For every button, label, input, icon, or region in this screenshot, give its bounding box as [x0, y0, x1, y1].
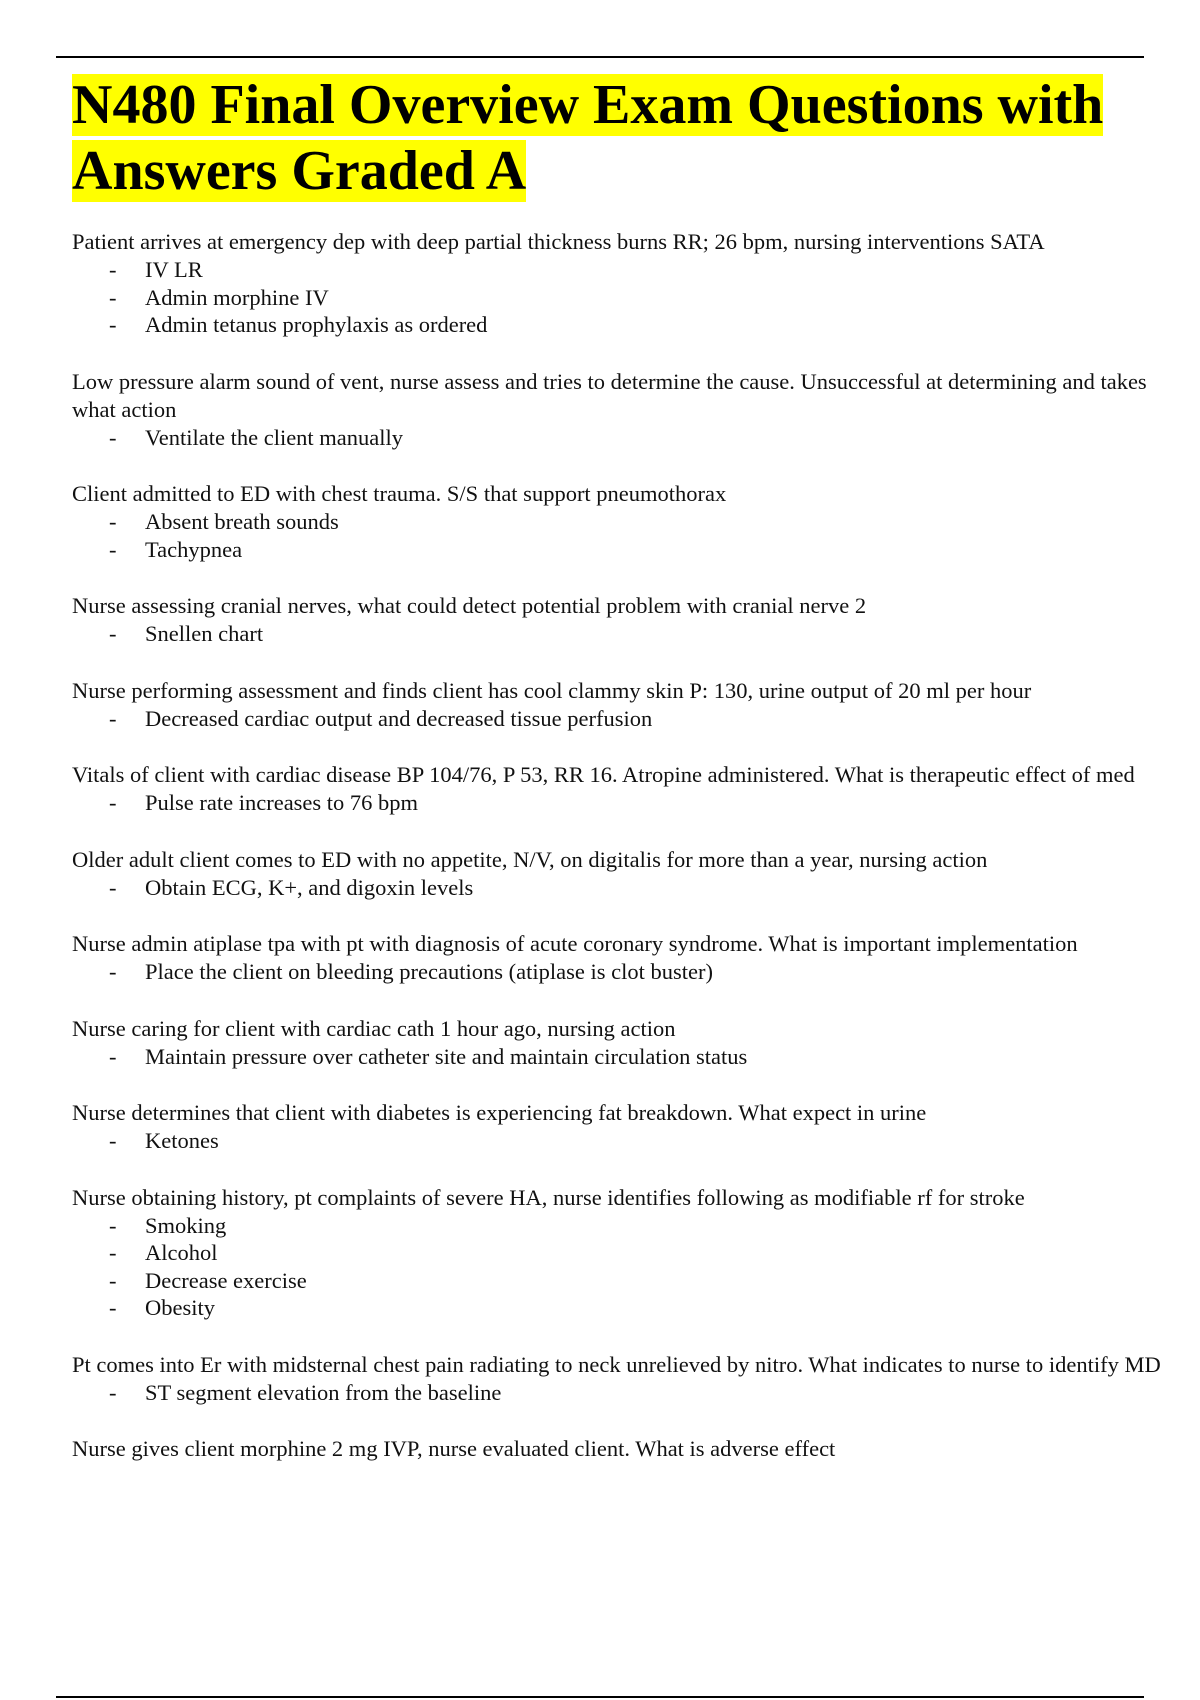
- answer-text: Ventilate the client manually: [145, 424, 404, 450]
- question-block: [72, 592, 1162, 648]
- answer-item: [72, 536, 1162, 564]
- question-block: [72, 677, 1162, 733]
- question-block: [72, 1184, 1162, 1322]
- question-text: Vitals of client with cardiac disease BP 104/76, P 53, RR 16. Atropine administered. What is therapeutic effect of med: [72, 762, 1135, 787]
- bullet-dash: -: [109, 509, 117, 534]
- answer-list: [72, 1127, 1162, 1155]
- answer-text: Pulse rate increases to 76 bpm: [145, 790, 419, 815]
- question-list: [72, 228, 1162, 1463]
- question-block: [72, 1015, 1162, 1071]
- bullet-dash: -: [109, 1212, 117, 1238]
- question-block: [72, 1351, 1162, 1407]
- answer-item: [72, 620, 1162, 648]
- bullet-dash: -: [109, 1379, 117, 1405]
- answer-text: Alcohol: [145, 1240, 218, 1265]
- question-block: [72, 368, 1162, 452]
- answer-text: Smoking: [145, 1212, 227, 1238]
- bullet-dash: -: [109, 312, 117, 337]
- answer-item: [72, 284, 1162, 312]
- question-block: [72, 761, 1162, 817]
- answer-item: [72, 1212, 1162, 1240]
- answer-item: [72, 1267, 1162, 1295]
- question-text: Low pressure alarm sound of vent, nurse assess and tries to determine the cause. Unsuccessful at determining and takes what action: [72, 368, 1147, 422]
- answer-item: [72, 311, 1162, 339]
- answer-text: Admin morphine IV: [145, 284, 329, 310]
- answer-item: [72, 1127, 1162, 1155]
- answer-text: Snellen chart: [145, 621, 264, 646]
- answer-item: [72, 874, 1162, 902]
- answer-item: [72, 789, 1162, 817]
- bullet-dash: -: [109, 1295, 117, 1320]
- answer-text: IV LR: [145, 257, 203, 282]
- question-block: [72, 480, 1162, 563]
- answer-text: Place the client on bleeding precautions (atiplase is clot buster): [145, 959, 713, 984]
- question-block: [72, 228, 1162, 339]
- answer-list: [72, 424, 1162, 452]
- bullet-dash: -: [109, 1043, 117, 1069]
- answer-list: [72, 508, 1162, 563]
- answer-item: [72, 1239, 1162, 1267]
- title-highlight: N480 Final Overview Exam Questions with Answers Graded A: [72, 74, 1104, 202]
- question-block: [72, 1099, 1162, 1155]
- answer-text: Absent breath sounds: [145, 509, 339, 534]
- question-block: [72, 846, 1162, 902]
- answer-list: [72, 705, 1162, 733]
- bullet-dash: -: [109, 874, 117, 900]
- answer-list: [72, 1043, 1162, 1071]
- question-text: Patient arrives at emergency dep with deep partial thickness burns RR; 26 bpm, nursing interventions SATA: [72, 229, 1045, 254]
- bullet-dash: -: [109, 1267, 117, 1293]
- answer-item: [72, 508, 1162, 536]
- document-body: [72, 72, 1162, 1492]
- bullet-dash: -: [109, 705, 117, 731]
- answer-list: [72, 958, 1162, 986]
- question-text: Pt comes into Er with midsternal chest pain radiating to neck unrelieved by nitro. What indicates to nurse to identify MD: [72, 1351, 1161, 1377]
- question-text: Nurse admin atiplase tpa with pt with diagnosis of acute coronary syndrome. What is important implementation: [72, 931, 1078, 956]
- bullet-dash: -: [109, 959, 117, 984]
- bullet-dash: -: [109, 790, 117, 815]
- bullet-dash: -: [109, 257, 117, 282]
- answer-item: [72, 958, 1162, 986]
- question-text: Nurse determines that client with diabetes is experiencing fat breakdown. What expect in urine: [72, 1100, 927, 1125]
- question-text: Nurse assessing cranial nerves, what could detect potential problem with cranial nerve 2: [72, 593, 867, 618]
- answer-item: [72, 256, 1162, 284]
- bullet-dash: -: [109, 621, 117, 646]
- question-text: Nurse gives client morphine 2 mg IVP, nurse evaluated client. What is adverse effect: [72, 1436, 836, 1461]
- answer-item: [72, 1043, 1162, 1071]
- answer-list: [72, 256, 1162, 339]
- question-block: [72, 930, 1162, 986]
- question-text: Nurse obtaining history, pt complaints of severe HA, nurse identifies following as modifiable rf for stroke: [72, 1184, 1025, 1210]
- answer-text: Ketones: [145, 1128, 219, 1153]
- question-text: Client admitted to ED with chest trauma. S/S that support pneumothorax: [72, 481, 727, 506]
- bullet-dash: -: [109, 1240, 117, 1265]
- answer-list: [72, 1212, 1162, 1322]
- answer-item: [72, 1294, 1162, 1322]
- bullet-dash: -: [109, 424, 117, 450]
- answer-text: Tachypnea: [145, 536, 243, 562]
- bullet-dash: -: [109, 536, 117, 562]
- question-text: Older adult client comes to ED with no appetite, N/V, on digitalis for more than a year, nursing action: [72, 846, 988, 872]
- answer-list: [72, 620, 1162, 648]
- answer-text: Decreased cardiac output and decreased tissue perfusion: [145, 705, 653, 731]
- answer-text: Maintain pressure over catheter site and maintain circulation status: [145, 1043, 748, 1069]
- bullet-dash: -: [109, 1128, 117, 1153]
- answer-list: [72, 789, 1162, 817]
- answer-text: Decrease exercise: [145, 1267, 307, 1293]
- answer-item: [72, 424, 1162, 452]
- top-rule: [56, 56, 1144, 58]
- answer-text: ST segment elevation from the baseline: [145, 1379, 502, 1405]
- answer-list: [72, 874, 1162, 902]
- answer-item: [72, 705, 1162, 733]
- answer-text: Obesity: [145, 1295, 215, 1320]
- answer-item: [72, 1379, 1162, 1407]
- question-text: Nurse performing assessment and finds client has cool clammy skin P: 130, urine output of 20 ml per hour: [72, 677, 1032, 703]
- page-title: [72, 72, 1162, 204]
- answer-text: Obtain ECG, K+, and digoxin levels: [145, 874, 474, 900]
- bottom-rule: [56, 1696, 1144, 1698]
- question-block: [72, 1435, 1162, 1463]
- answer-text: Admin tetanus prophylaxis as ordered: [145, 312, 488, 337]
- question-text: Nurse caring for client with cardiac cath 1 hour ago, nursing action: [72, 1015, 676, 1041]
- bullet-dash: -: [109, 284, 117, 310]
- answer-list: [72, 1379, 1162, 1407]
